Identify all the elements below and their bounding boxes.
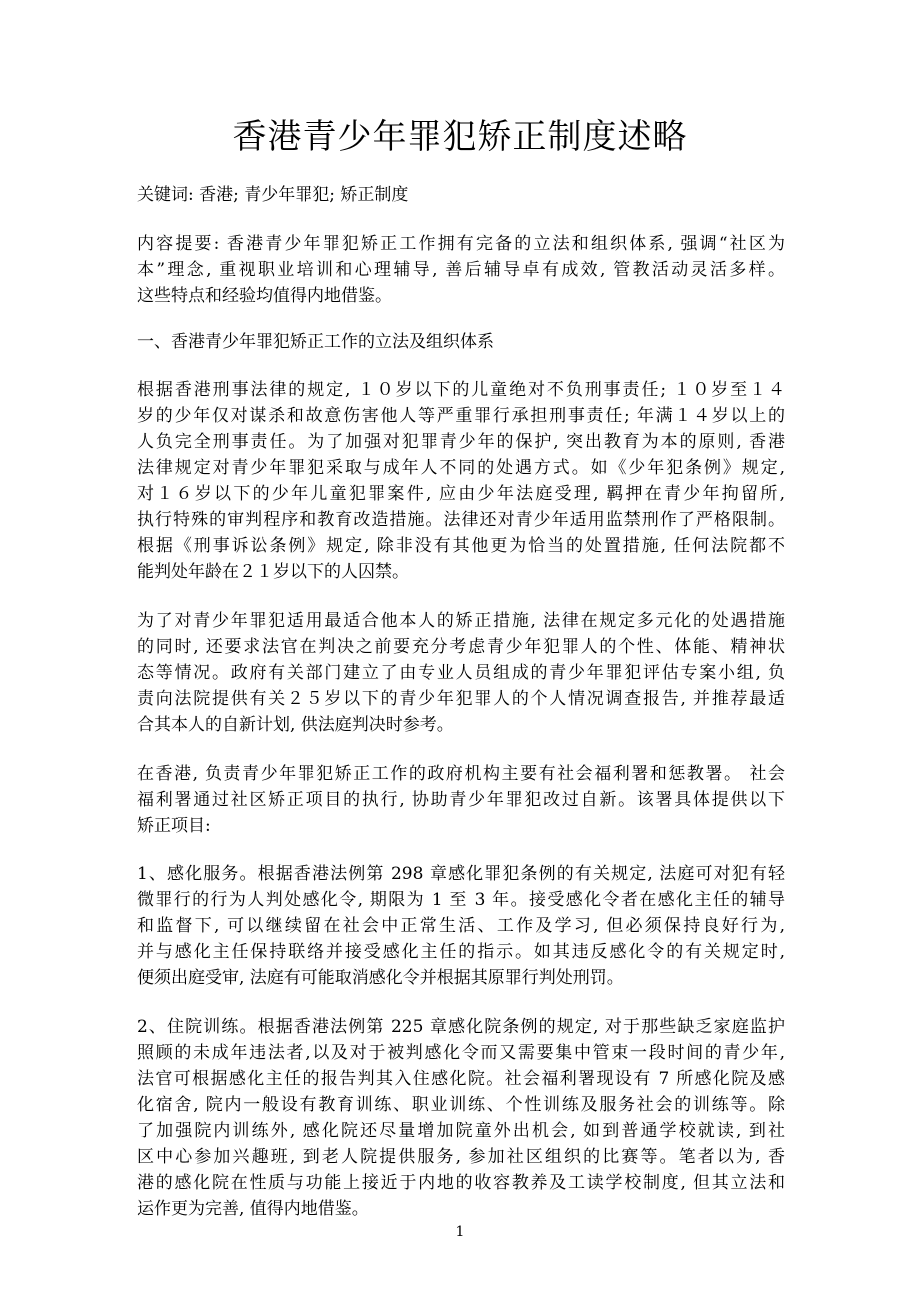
paragraph-line: 1、感化服务。根据香港法例第 298 章感化罪犯条例的有关规定, 法庭可对犯有轻 <box>137 864 785 884</box>
paragraph-line: 2、住院训练。根据香港法例第 225 章感化院条例的规定, 对于那些缺乏家庭监护 <box>137 1017 785 1037</box>
abstract-line: 内容提要: 香港青少年罪犯矫正工作拥有完备的立法和组织体系, 强调“社区为 <box>137 234 785 254</box>
paragraph-line: 港的感化院在性质与功能上接近于内地的收容教养及工读学校制度, 但其立法和 <box>137 1173 785 1193</box>
paragraph-line: 根据《刑事诉讼条例》规定, 除非没有其他更为恰当的处置措施, 任何法院都不 <box>137 536 785 556</box>
paragraph-line: 法官可根据感化主任的报告判其入住感化院。社会福利署现设有 7 所感化院及感 <box>137 1069 785 1089</box>
page-number: 1 <box>455 1224 465 1240</box>
paragraph-line: 能判处年龄在２１岁以下的人囚禁。 <box>137 562 409 582</box>
paragraph-line: 的同时, 还要求法官在判决之前要充分考虑青少年犯罪人的个性、体能、精神状 <box>137 637 785 657</box>
paragraph-line: 合其本人的自新计划, 供法庭判决时参考。 <box>137 715 454 735</box>
paragraph-line: 根据香港刑事法律的规定, １０岁以下的儿童绝对不负刑事责任; １０岁至１４ <box>137 380 785 400</box>
abstract-line: 本”理念, 重视职业培训和心理辅导, 善后辅导卓有成效, 管教活动灵活多样。 <box>137 260 785 280</box>
paragraph-line: 为了对青少年罪犯适用最适合他本人的矫正措施, 法律在规定多元化的处遇措施 <box>137 611 785 631</box>
paragraph-line: 并与感化主任保持联络并接受感化主任的指示。如其违反感化令的有关规定时, <box>137 942 785 962</box>
paragraph-line: 便须出庭受审, 法庭有可能取消感化令并根据其原罪行判处刑罚。 <box>137 968 624 988</box>
paragraph-line: 责向法院提供有关２５岁以下的青少年犯罪人的个人情况调查报告, 并推荐最适 <box>137 689 785 709</box>
paragraph-line: 对１６岁以下的少年儿童犯罪案件, 应由少年法庭受理, 羁押在青少年拘留所, <box>137 484 785 504</box>
paragraph-line: 岁的少年仅对谋杀和故意伤害他人等严重罪行承担刑事责任; 年满１４岁以上的 <box>137 406 785 426</box>
paragraph-line: 福利署通过社区矫正项目的执行, 协助青少年罪犯改过自新。该署具体提供以下 <box>137 790 785 810</box>
abstract-line: 这些特点和经验均值得内地借鉴。 <box>137 286 392 306</box>
paragraph-line: 化宿舍, 院内一般设有教育训练、职业训练、个性训练及服务社会的训练等。除 <box>137 1095 785 1115</box>
document-title: 香港青少年罪犯矫正制度述略 <box>232 117 688 157</box>
paragraph-line: 执行特殊的审判程序和教育改造措施。法律还对青少年适用监禁刑作了严格限制。 <box>137 510 785 530</box>
paragraph-line: 矫正项目: <box>137 816 211 836</box>
paragraph-line: 区中心参加兴趣班, 到老人院提供服务, 参加社区组织的比赛等。笔者以为, 香 <box>137 1147 785 1167</box>
paragraph-line: 人负完全刑事责任。为了加强对犯罪青少年的保护, 突出教育为本的原则, 香港 <box>137 432 785 452</box>
paragraph-line: 照顾的未成年违法者,以及对于被判感化令而又需要集中管束一段时间的青少年, <box>137 1043 785 1063</box>
paragraph-line: 微罪行的行为人判处感化令, 期限为 1 至 3 年。接受感化令者在感化主任的辅导 <box>137 890 785 910</box>
paragraph-line: 法律规定对青少年罪犯采取与成年人不同的处遇方式。如《少年犯条例》规定, <box>137 458 785 478</box>
section-heading: 一、香港青少年罪犯矫正工作的立法及组织体系 <box>137 332 494 352</box>
paragraph-line: 运作更为完善, 值得内地借鉴。 <box>137 1199 369 1219</box>
paragraph-line: 和监督下, 可以继续留在社会中正常生活、工作及学习, 但必须保持良好行为, <box>137 916 785 936</box>
paragraph-line: 了加强院内训练外, 感化院还尽量增加院童外出机会, 如到普通学校就读, 到社 <box>137 1121 785 1141</box>
paragraph-line: 态等情况。政府有关部门建立了由专业人员组成的青少年罪犯评估专案小组, 负 <box>137 663 785 683</box>
paragraph-line: 在香港, 负责青少年罪犯矫正工作的政府机构主要有社会福利署和惩教署。 社会 <box>137 764 785 784</box>
keywords-line: 关键词: 香港; 青少年罪犯; 矫正制度 <box>137 185 409 205</box>
